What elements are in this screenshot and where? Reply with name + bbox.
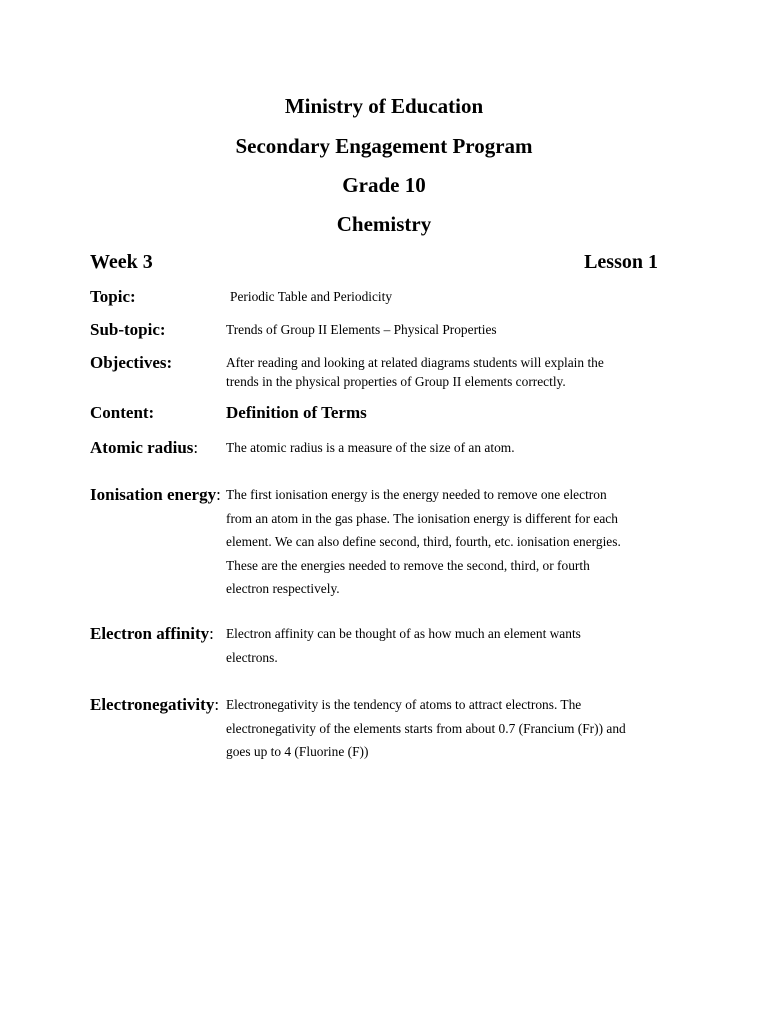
objectives-label: Objectives: (90, 353, 173, 372)
lesson-label: Lesson 1 (584, 251, 658, 273)
electron-affinity-definition (226, 622, 683, 669)
electron-affinity-term (90, 623, 214, 645)
objectives-line: After reading and looking at related diagrams students will explain the (226, 355, 604, 370)
subtopic-label: Sub-topic: (90, 320, 166, 339)
topic-label: Topic: (90, 287, 136, 306)
definition-line: Electron affinity can be thought of as how much an element wants (226, 626, 581, 641)
term-text: Ionisation energy (90, 485, 217, 504)
term-text: Electronegativity (90, 695, 215, 714)
definition-line: These are the energies needed to remove the second, third, or fourth (226, 557, 590, 573)
term-text: Electron affinity (90, 624, 210, 643)
atomic-radius-term (90, 437, 198, 459)
content-heading: Definition of Terms (226, 403, 367, 422)
term-colon: : (214, 695, 220, 714)
term-colon: : (193, 438, 199, 457)
objectives-text (226, 353, 683, 391)
definition-line: Electronegativity is the tendency of atoms to attract electrons. The (226, 697, 582, 712)
ionisation-energy-definition (226, 483, 683, 601)
term-colon: : (216, 485, 221, 504)
ministry-title: Ministry of Education (284, 94, 484, 118)
definition-line: electron respectively. (226, 581, 340, 596)
term-text: Atomic radius (90, 438, 194, 457)
ionisation-energy-term (90, 484, 221, 506)
electronegativity-term (90, 694, 219, 716)
definition-line: The atomic radius is a measure of the size of an atom. (226, 440, 515, 455)
definition-line: element. We can also define second, third, fourth, etc. ionisation energies. (226, 534, 621, 549)
topic-value: Periodic Table and Periodicity (230, 289, 393, 304)
grade-title: Grade 10 (342, 173, 426, 197)
subtopic-value: Trends of Group II Elements – Physical Properties (226, 322, 497, 337)
definition-line: goes up to 4 (Fluorine (F)) (226, 744, 369, 759)
definition-line: electronegativity of the elements starts from about 0.7 (Francium (Fr)) and (226, 720, 626, 736)
subject-title: Chemistry (336, 212, 432, 236)
definition-line: from an atom in the gas phase. The ionisation energy is different for each (226, 510, 618, 526)
electronegativity-definition (226, 693, 683, 764)
atomic-radius-definition (226, 438, 683, 457)
program-title: Secondary Engagement Program (235, 134, 533, 158)
content-label: Content: (90, 403, 155, 422)
definition-line: electrons. (226, 649, 278, 665)
objectives-line: trends in the physical properties of Group II elements correctly. (226, 374, 566, 389)
week-label: Week 3 (90, 251, 153, 273)
term-colon: : (209, 624, 214, 643)
definition-line: The first ionisation energy is the energy needed to remove one electron (226, 487, 607, 502)
